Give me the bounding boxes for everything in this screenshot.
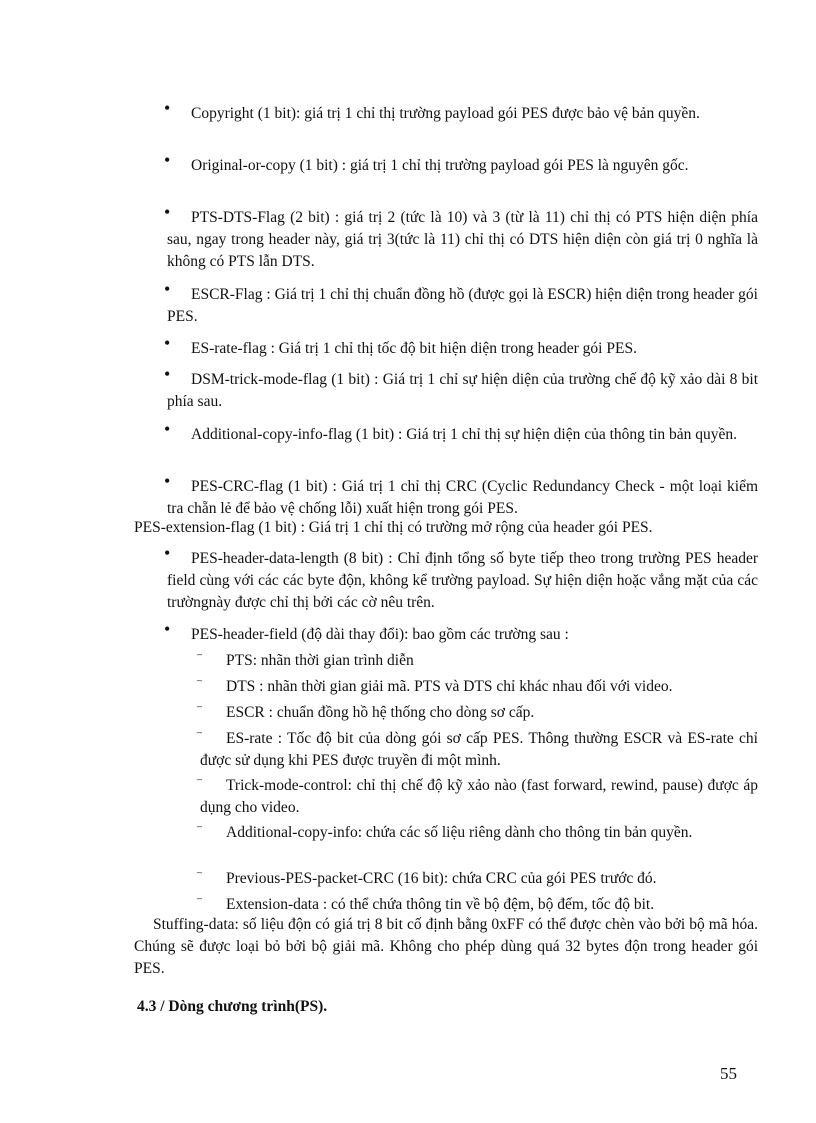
page-number: 55 [720,1064,737,1083]
sub-item-text: ESCR : chuẩn đồng hồ hệ thống cho dòng sơ cấp. [226,704,535,721]
sub-item-text: Trick-mode-control: chỉ thị chế độ kỹ xảo nào (fast forward, rewind, pause) được áp dụng cho video. [200,777,758,816]
dash-icon: ⁻ [196,701,203,716]
bullet-text: ESCR-Flag : Giá trị 1 chỉ thị chuẩn đồng hồ (được gọi là ESCR) hiện diện trong header gói PES. [167,286,758,325]
bullet-text: PES-header-field (độ dài thay đổi): bao gồm các trường sau : [191,626,569,643]
dash-icon: ⁻ [196,727,203,742]
dash-icon: ⁻ [196,893,203,908]
sub-item-text: PTS: nhãn thời gian trình diễn [226,652,414,669]
bullet-text: PTS-DTS-Flag (2 bit) : giá trị 2 (tức là 10) và 3 (từ là 11) chỉ thị có PTS hiện diện phía sau, ngay trong header này, giá trị 3(tức là 11) chỉ thị có DTS hiện diện còn giá trị 0 nghĩa là không có PTS lẫn DTS. [167,209,758,270]
bullet-item [164,202,758,273]
dash-icon: ⁻ [196,867,203,882]
sub-list-item [196,727,758,772]
sub-list-item [196,649,758,672]
bullet-text: Copyright (1 bit): giá trị 1 chỉ thị trường payload gói PES được bảo vệ bản quyền. [191,105,700,122]
bullet-icon: • [164,279,171,299]
bullet-icon: • [164,619,171,639]
sub-list-item [196,867,758,890]
section-heading: 4.3 / Dòng chương trình(PS). [137,998,328,1015]
bullet-item [164,419,758,446]
bullet-text: PES-CRC-flag (1 bit) : Giá trị 1 chỉ thị CRC (Cyclic Redundancy Check - một loại kiểm tra chẵn lẻ để bảo vệ chống lỗi) xuất hiện trong gói PES. [167,478,758,517]
bullet-icon: • [164,364,171,384]
extension-flag-line: PES-extension-flag (1 bit) : Giá trị 1 chỉ thị có trường mở rộng của header gói PES. [134,519,653,536]
sub-item-text: Additional-copy-info: chứa các số liệu riêng dành cho thông tin bản quyền. [226,824,693,841]
bullet-icon: • [164,150,171,170]
stuffing-data-paragraph: Stuffing-data: số liệu độn có giá trị 8 bit cố định bằng 0xFF có thể được chèn vào bởi bộ mã hóa. Chúng sẽ được loại bỏ bởi bộ giải mã. Không cho phép dùng quá 32 bytes độn trong header gói PES. [134,916,758,977]
dash-icon: ⁻ [196,821,203,836]
bullet-item [164,333,758,360]
bullet-text: ES-rate-flag : Giá trị 1 chỉ thị tốc độ bit hiện diện trong header gói PES. [191,340,637,357]
bullet-icon: • [164,202,171,222]
bullet-icon: • [164,471,171,491]
bullet-icon: • [164,419,171,439]
sub-list-item [196,701,758,724]
sub-item-text: ES-rate : Tốc độ bit của dòng gói sơ cấp PES. Thông thường ESCR và ES-rate chỉ được sử dụng khi PES được truyền đi một mình. [200,730,758,769]
dash-icon: ⁻ [196,675,203,690]
sub-list-item [196,774,758,819]
bullet-item [164,279,758,328]
bullet-item [164,619,758,646]
bullet-item [164,364,758,413]
sub-list-item [196,893,758,916]
bullet-text: PES-header-data-length (8 bit) : Chỉ định tổng số byte tiếp theo trong trường PES header field cùng với các các byte độn, không kể trường payload. Sự hiện diện hoặc vắng mặt của các trườngnày được chỉ thị bởi các cờ nêu trên. [167,550,758,611]
bullet-item [164,150,758,177]
bullet-item [164,543,758,614]
bullet-text: DSM-trick-mode-flag (1 bit) : Giá trị 1 chỉ sự hiện diện của trường chế độ kỹ xảo dài 8 bit phía sau. [167,371,758,410]
sub-item-text: Previous-PES-packet-CRC (16 bit): chứa CRC của gói PES trước đó. [226,870,657,887]
dash-icon: ⁻ [196,649,203,664]
sub-item-text: DTS : nhãn thời gian giải mã. PTS và DTS chỉ khác nhau đối với video. [226,678,673,695]
bullet-item [164,98,758,125]
dash-icon: ⁻ [196,774,203,789]
bullet-item [164,471,758,520]
bullet-icon: • [164,98,171,118]
bullet-icon: • [164,333,171,353]
sub-item-text: Extension-data : có thể chứa thông tin về bộ đệm, bộ đếm, tốc độ bit. [226,896,655,913]
sub-list-item [196,675,758,698]
bullet-text: Additional-copy-info-flag (1 bit) : Giá trị 1 chỉ thị sự hiện diện của thông tin bản quyền. [191,426,738,443]
sub-list-item [196,821,758,844]
bullet-icon: • [164,543,171,563]
bullet-text: Original-or-copy (1 bit) : giá trị 1 chỉ thị trường payload gói PES là nguyên gốc. [191,157,689,174]
